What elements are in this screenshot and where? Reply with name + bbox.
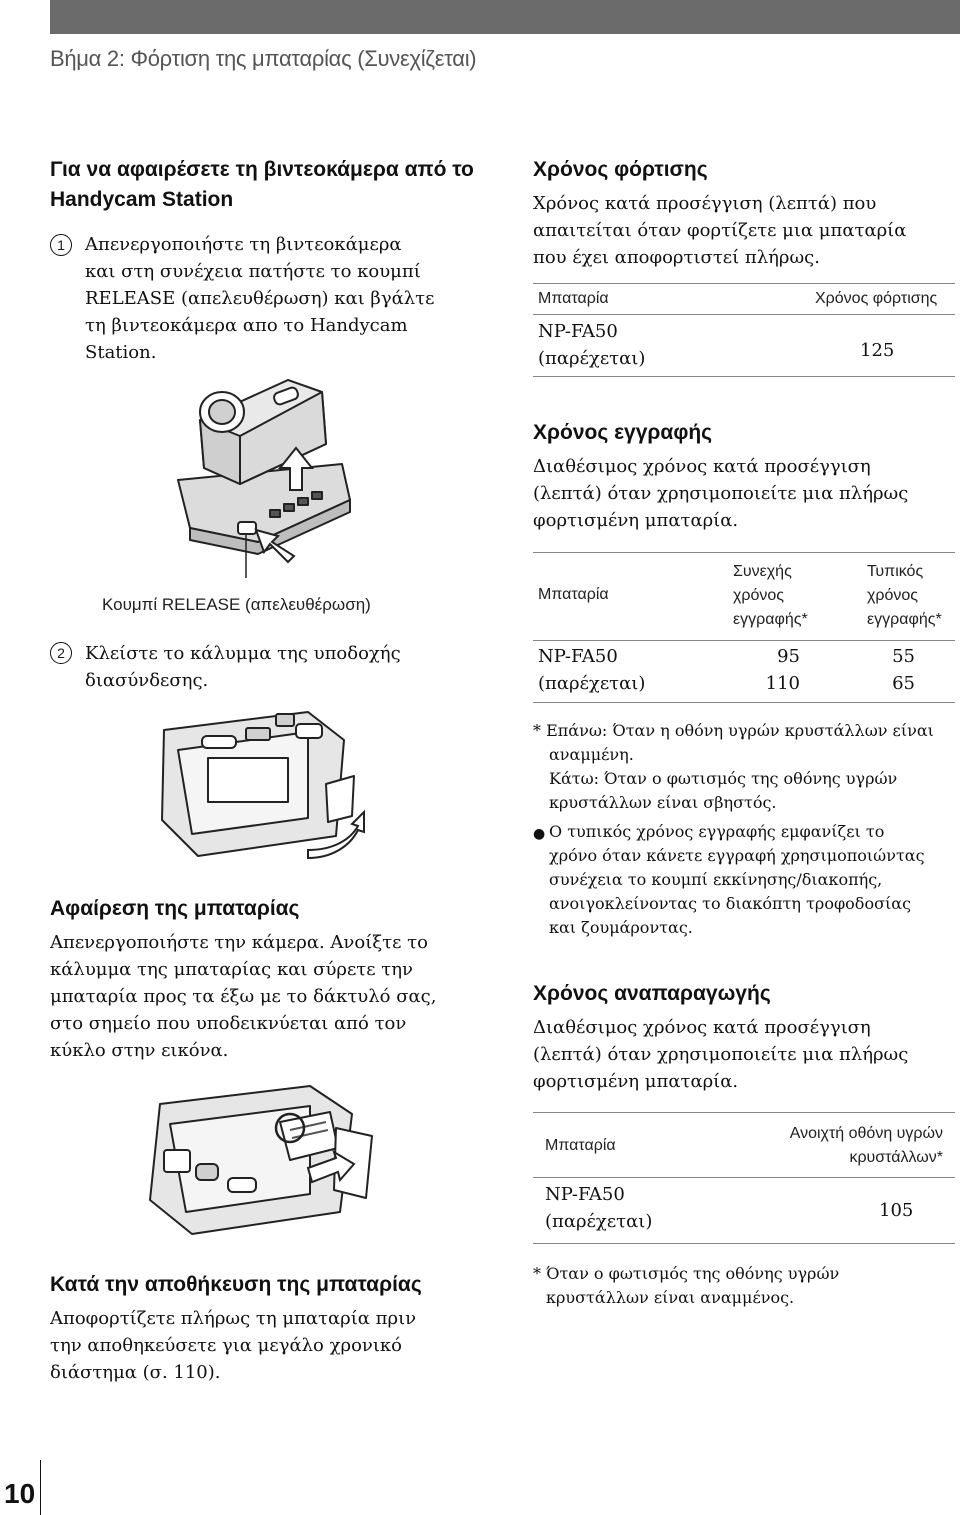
continuous-value-off: 110	[765, 673, 800, 694]
step-number: 1	[50, 234, 72, 256]
header-line: εγγραφής*	[867, 611, 942, 628]
header-line: κρυστάλλων*	[849, 1149, 943, 1166]
step-1-marker	[50, 234, 72, 256]
header-line: χρόνος	[867, 587, 919, 604]
recording-col-battery: Μπαταρία	[538, 586, 609, 603]
table-rule	[533, 1243, 955, 1244]
table-rule	[533, 702, 955, 703]
text-line: και στη συνέχεια πατήστε το κουμπί	[85, 261, 421, 282]
text-line: Αποφορτίζετε πλήρως τη μπαταρία πριν	[50, 1308, 417, 1329]
charging-text	[533, 190, 943, 271]
text-line: κύκλο στην εικόνα.	[50, 1040, 229, 1061]
bullet-line: χρόνο όταν κάνετε εγγραφή χρησιμοποιώντας	[549, 846, 925, 865]
text-line: φορτισμένη μπαταρία.	[533, 510, 739, 531]
text-line: φορτισμένη μπαταρία.	[533, 1071, 739, 1092]
playback-text	[533, 1014, 953, 1095]
footnote-line: κρυστάλλων είναι αναμμένος.	[546, 1288, 795, 1307]
playback-col-lcd	[745, 1122, 943, 1170]
remove-section-title-2: Handycam Station	[50, 188, 234, 211]
top-bar	[50, 0, 960, 34]
camcorder-station-illustration	[170, 372, 360, 582]
text-line: κάλυμμα της μπαταρίας και σύρετε την	[50, 959, 413, 980]
continuous-value-on: 95	[777, 646, 800, 667]
battery-removal-text	[50, 929, 460, 1064]
page-header: Βήμα 2: Φόρτιση της μπαταρίας (Συνεχίζεται)	[50, 46, 477, 71]
charging-col-time: Χρόνος φόρτισης	[815, 290, 938, 307]
footnote-line: αναμμένη.	[549, 745, 634, 764]
header-line: χρόνος	[733, 587, 785, 604]
playback-title: Χρόνος αναπαραγωγής	[533, 982, 771, 1005]
text-line: Διαθέσιμος χρόνος κατά προσέγγιση	[533, 456, 871, 477]
playback-time-value: 105	[879, 1200, 914, 1221]
interface-cover-illustration	[158, 700, 368, 862]
text-line: Απενεργοποιήστε την κάμερα. Ανοίξτε το	[50, 932, 428, 953]
step-1-text	[85, 231, 445, 366]
playback-battery-note: (παρέχεται)	[545, 1211, 653, 1232]
recording-text	[533, 453, 953, 534]
storage-text	[50, 1305, 460, 1386]
header-line: εγγραφής*	[733, 611, 808, 628]
battery-removal-title: Αφαίρεση της μπαταρίας	[50, 897, 300, 920]
table-rule	[533, 283, 955, 284]
footnote-line: κρυστάλλων είναι σβηστός.	[549, 793, 777, 812]
text-line: (λεπτά) όταν χρησιμοποιείτε μια πλήρως	[533, 1044, 909, 1065]
recording-battery-note: (παρέχεται)	[538, 673, 646, 694]
text-line: διάστημα (σ. 110).	[50, 1362, 221, 1383]
charging-time-value: 125	[860, 340, 895, 361]
header-line: Ανοιχτή οθόνη υγρών	[789, 1125, 943, 1142]
bullet-icon: ●	[533, 826, 546, 842]
charging-battery-model: NP-FA50	[538, 321, 618, 342]
playback-footnote	[533, 1262, 958, 1310]
text-line: Χρόνος κατά προσέγγιση (λεπτά) που	[533, 193, 877, 214]
table-rule	[533, 552, 955, 553]
storage-title: Κατά την αποθήκευση της μπαταρίας	[50, 1273, 422, 1296]
header-line: Τυπικός	[867, 563, 924, 580]
battery-removal-illustration	[140, 1080, 390, 1240]
text-line: τη βιντεοκάμερα απο το Handycam	[85, 315, 408, 336]
remove-section-title-1: Για να αφαιρέσετε τη βιντεοκάμερα από το	[50, 158, 474, 181]
bullet-line: συνέχεια το κουμπί εκκίνησης/διακοπής,	[549, 870, 883, 889]
text-line: που έχει αποφορτιστεί πλήρως.	[533, 247, 820, 268]
text-line: διασύνδεσης.	[85, 670, 209, 691]
text-line: RELEASE (απελευθέρωση) και βγάλτε	[85, 288, 435, 309]
recording-title: Χρόνος εγγραφής	[533, 421, 713, 444]
table-rule	[533, 314, 955, 315]
text-line: (λεπτά) όταν χρησιμοποιείτε μια πλήρως	[533, 483, 909, 504]
table-rule	[533, 376, 955, 377]
step-number: 2	[50, 642, 72, 664]
text-line: μπαταρία προς τα έξω με το δάκτυλό σας,	[50, 986, 437, 1007]
recording-col-continuous	[733, 560, 808, 632]
page-edge-rule	[40, 1460, 41, 1515]
page-number: 10	[4, 1478, 36, 1509]
playback-col-battery: Μπαταρία	[545, 1137, 616, 1154]
recording-battery-model: NP-FA50	[538, 646, 618, 667]
footnote-line: * Όταν ο φωτισμός της οθόνης υγρών	[533, 1264, 840, 1283]
text-line: Κλείστε το κάλυμμα της υποδοχής	[85, 643, 401, 664]
text-line: Station.	[85, 342, 157, 363]
table-rule	[533, 1177, 955, 1178]
typical-value-off: 65	[892, 673, 915, 694]
step-2-text	[85, 640, 445, 694]
charging-battery-note: (παρέχεται)	[538, 348, 646, 369]
header-line: Συνεχής	[733, 563, 792, 580]
footnote-line: * Επάνω: Όταν η οθόνη υγρών κρυστάλλων είναι	[533, 721, 934, 740]
text-line: την αποθηκεύσετε για μεγάλο χρονικό	[50, 1335, 402, 1356]
recording-col-typical	[867, 560, 942, 632]
release-button-label: Κουμπί RELEASE (απελευθέρωση)	[102, 595, 371, 614]
text-line: στο σημείο που υποδεικνύεται από τον	[50, 1013, 407, 1034]
text-line: Διαθέσιμος χρόνος κατά προσέγγιση	[533, 1017, 871, 1038]
typical-value-on: 55	[892, 646, 915, 667]
text-line: Απενεργοποιήστε τη βιντεοκάμερα	[85, 234, 402, 255]
playback-battery-model: NP-FA50	[545, 1184, 625, 1205]
table-rule	[533, 1112, 955, 1113]
table-rule	[533, 640, 955, 641]
recording-footnote	[533, 719, 958, 815]
bullet-line: και ζουμάροντας.	[549, 918, 693, 937]
bullet-line: ανοιγοκλείνοντας το διακόπτη τροφοδοσίας	[549, 894, 912, 913]
step-2-marker	[50, 642, 72, 664]
footnote-line: Κάτω: Όταν ο φωτισμός της οθόνης υγρών	[549, 769, 898, 788]
text-line: απαιτείται όταν φορτίζετε μια μπαταρία	[533, 220, 907, 241]
charging-col-battery: Μπαταρία	[538, 290, 609, 307]
recording-bullet	[549, 820, 959, 940]
bullet-line: Ο τυπικός χρόνος εγγραφής εμφανίζει το	[549, 822, 885, 841]
charging-title: Χρόνος φόρτισης	[533, 158, 708, 181]
